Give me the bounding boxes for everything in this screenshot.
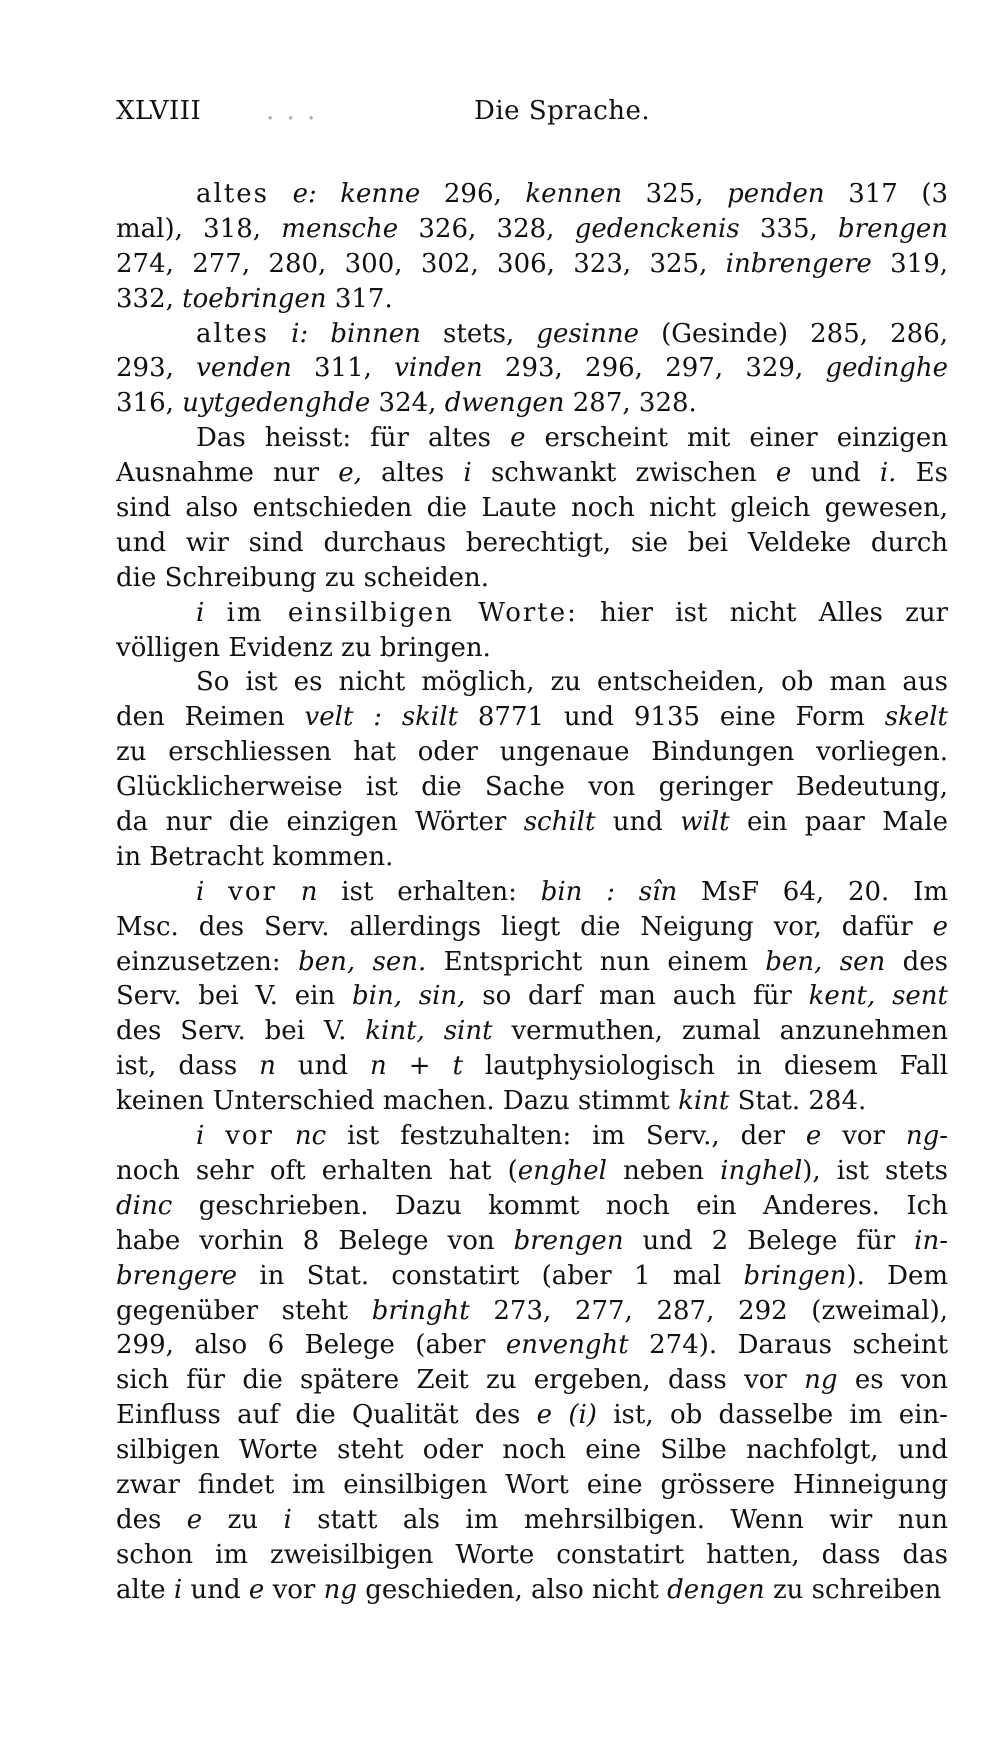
text-line [116,351,948,386]
text-line [116,631,948,666]
italic-word: uytgedenghde [182,388,371,419]
italic-word: skelt [884,702,948,733]
text-segment: 317. [326,283,393,314]
italic-word: ng [804,1365,838,1396]
italic-word: brengen [513,1225,624,1256]
text-line [116,1049,948,1084]
text-segment: 8771 und 9135 eine Form [458,702,885,733]
text-line [116,212,948,247]
spaced-word: im einsilbigen Worte: [226,597,578,628]
text-segment: Glücklicherweise ist die Sache von geringer Bedeutung, [116,772,948,803]
text-line [116,1294,948,1329]
text-segment: des [116,1504,187,1535]
text-segment: (Gesinde) 285, 286, [638,318,948,349]
text-segment: Es [896,458,948,489]
text-segment: erscheint mit einer einzigen [525,423,948,454]
italic-word: mensche [281,213,399,244]
header-dots: . . . [266,96,318,126]
text-segment: schon im zweisilbigen Worte constatirt hatten, dass das [116,1539,948,1570]
text-segment: 293, [116,353,197,384]
text-segment: So ist es nicht möglich, zu entscheiden, ob man aus [196,667,948,698]
text-segment: die Schreibung zu scheiden. [116,562,490,593]
text-segment: alte [116,1574,174,1605]
text-line [116,456,948,491]
text-line [116,596,948,631]
text-line [116,840,948,875]
text-segment [308,319,330,349]
text-segment: und wir sind durchaus berechtigt, sie bei Veldeke durch [116,527,948,558]
italic-word: dwengen [444,388,565,419]
text-line [116,1014,948,1049]
spaced-word: vor [228,876,277,907]
italic-word: gedenckenis [574,213,740,244]
italic-word: i [196,876,205,907]
text-segment: Entspricht nun einem [426,946,766,977]
text-segment: ist, dass [116,1051,260,1082]
text-segment: ). Dem [846,1260,948,1291]
italic-word: gesinne [536,318,639,349]
text-segment: sind also entschieden die Laute noch nicht gleich gewesen, [116,493,948,524]
text-line [116,805,948,840]
text-segment [204,598,226,628]
text-line [116,1398,948,1433]
text-segment: 326, 328, [398,213,575,244]
text-segment: 296, [420,179,526,209]
text-segment: keinen Unterschied machen. Dazu stimmt [116,1086,679,1117]
italic-word: gedinghe [825,353,948,384]
italic-word: n [259,1051,276,1082]
text-segment: Msc. des Serv. allerdings liegt die Neigung vor, dafür [116,911,933,942]
text-segment: ist, ob dasselbe im ein- [596,1400,948,1431]
italic-word: i [196,1121,205,1152]
italic-word: e [932,911,948,942]
text-line [116,1119,948,1154]
running-title: Die Sprache. [474,96,651,126]
italic-word: i. [879,458,897,489]
text-line [116,1468,948,1503]
italic-word: bin, sin, [351,981,466,1012]
text-segment: vor [264,1574,324,1605]
italic-word: e, [338,458,362,489]
text-segment: da nur die einzigen Wörter [116,807,524,838]
spaced-word: vor [225,1121,274,1152]
italic-word: bin : sîn [540,876,678,907]
text-segment: zwar findet im einsilbigen Wort eine grössere Hinneigung [116,1469,948,1500]
text-segment: es von [837,1365,948,1396]
italic-word: e [805,1121,822,1152]
italic-word: e [186,1504,203,1535]
italic-word: venden [196,353,292,384]
text-segment: MsF 64, 20. Im [677,876,948,907]
text-segment: sich für die spätere Zeit zu ergeben, dass vor [116,1365,805,1396]
text-line [116,910,948,945]
text-segment: vor [821,1121,906,1152]
italic-word: wilt [680,807,730,838]
text-segment: in Betracht kommen. [116,841,394,872]
text-line [116,735,948,770]
text-line [116,491,948,526]
text-segment: und 2 Belege für [623,1225,915,1256]
italic-word: inghel [720,1155,803,1186]
text-line [116,561,948,596]
text-segment: 274). Daraus scheint [628,1330,948,1361]
text-line [116,979,948,1014]
italic-word: n [300,876,318,907]
text-segment: einzusetzen: [116,946,299,977]
text-line [116,1328,948,1363]
text-line [116,875,948,910]
text-segment: Ausnahme nur [116,458,339,489]
text-line [116,665,948,700]
text-segment [277,877,301,907]
text-segment [204,877,228,907]
italic-word: kint, sint [365,1016,493,1047]
text-segment: habe vorhin 8 Belege von [116,1225,514,1256]
text-segment: zu [202,1504,284,1535]
text-segment: und [275,1051,370,1082]
text-segment [204,1121,225,1151]
text-segment: völligen Evidenz zu bringen. [116,632,491,663]
text-segment: 332, [116,283,183,314]
text-line [116,1538,948,1573]
text-segment: schwankt zwischen [471,458,776,489]
text-segment: statt als im mehrsilbigen. Wenn wir nun [291,1504,948,1535]
text-segment: Das heisst: für altes [196,423,511,454]
italic-word: bringen [743,1260,847,1291]
text-segment: noch sehr oft erhalten hat ( [116,1155,518,1186]
text-line [116,386,948,421]
italic-word: nc [294,1121,327,1152]
text-segment: zu erschliessen hat oder ungenaue Bindungen vorliegen. [116,737,948,768]
italic-word: enghel [517,1155,607,1186]
italic-word: i [196,597,205,628]
italic-word: dengen [667,1574,765,1605]
text-line [116,1259,948,1294]
italic-word: schilt [523,807,596,838]
italic-word: brengen [838,213,948,244]
text-line [116,700,948,735]
text-segment: Serv. bei V. ein [116,981,352,1012]
italic-word: kenne [340,179,421,209]
text-segment: hier ist nicht Alles zur [577,597,948,628]
italic-word: ng- [905,1121,948,1152]
text-line [116,1433,948,1468]
italic-word: in- [914,1225,948,1256]
text-line [116,945,948,980]
text-segment: so darf man auch für [465,981,809,1012]
page-number: XLVIII [116,96,202,126]
text-segment: 325, [622,179,728,209]
text-line [116,282,948,317]
text-segment: Einfluss auf die Qualität des [116,1400,537,1431]
text-segment: altes [361,458,464,489]
text-segment: gegenüber steht [116,1295,372,1326]
text-line [116,247,948,282]
text-segment: geschieden, also nicht [357,1574,668,1605]
italic-word: e: [292,179,317,209]
text-segment: 273, 277, 287, 292 (zweimal), [469,1295,948,1326]
text-line [116,1363,948,1398]
text-line [116,1189,948,1224]
italic-word: vinden [394,353,483,384]
text-segment: des [885,946,948,977]
italic-word: ng [323,1574,358,1605]
text-segment: des Serv. bei V. [116,1016,366,1047]
text-line [116,317,948,352]
text-segment: 317 (3 [824,179,948,209]
italic-word: velt : skilt [304,702,459,733]
text-line [116,1503,948,1538]
text-segment: 319, [871,248,948,279]
italic-word: i [463,458,472,489]
italic-word: e [510,423,526,454]
italic-word: ben, sen [765,946,886,977]
italic-word: envenght [505,1330,629,1361]
text-segment: 274, 277, 280, 300, 302, 306, 323, 325, [116,248,726,279]
italic-word: inbrengere [725,248,872,279]
text-segment: 299, also 6 Belege (aber [116,1330,506,1361]
text-segment: und [182,1574,249,1605]
italic-word: i: [291,318,309,349]
italic-word: toebringen [182,283,327,314]
text-segment: zu schreiben [764,1574,942,1605]
italic-word: e [775,458,792,489]
text-segment: mal), 318, [116,213,282,244]
italic-word: dinc [116,1190,173,1221]
text-line [116,1084,948,1119]
text-segment: 287, 328. [564,388,697,419]
text-segment: in Stat. constatirt (aber 1 mal [237,1260,744,1291]
text-segment: und [791,458,880,489]
text-segment: ist erhalten: [317,876,541,907]
italic-word: bringht [371,1295,470,1326]
italic-word: kint [678,1086,730,1117]
italic-word: i [283,1504,292,1535]
text-segment [269,319,291,349]
text-segment: stets, [420,318,537,349]
text-segment: ein paar Male [729,807,948,838]
text-segment: 316, [116,388,183,419]
text-segment [269,179,293,209]
text-segment: und [595,807,681,838]
italic-word: e [248,1574,265,1605]
italic-word: kent, sent [808,981,948,1012]
italic-word: penden [727,179,825,209]
body-text [116,177,948,1608]
page-header [116,96,948,136]
italic-word: kennen [525,179,623,209]
text-segment: vermuthen, zumal anzunehmen [492,1016,948,1047]
italic-word: e (i) [536,1400,597,1431]
italic-word: i [173,1574,183,1605]
text-line [116,421,948,456]
text-line [116,770,948,805]
text-segment [317,179,341,209]
text-segment: 335, [739,213,839,244]
italic-word: brengere [116,1260,238,1291]
italic-word: binnen [330,318,421,349]
spaced-word: altes [196,179,269,209]
text-segment: geschrieben. Dazu kommt noch ein Anderes. Ich [172,1190,948,1221]
text-segment: 324, [370,388,445,419]
text-segment: Stat. 284. [729,1086,867,1117]
text-segment: neben [606,1155,721,1186]
text-segment: ), ist stets [802,1155,948,1186]
italic-word: ben, sen. [298,946,427,977]
italic-word: n + t [370,1051,463,1082]
text-line [116,177,948,212]
text-segment [274,1121,295,1151]
text-line [116,1224,948,1259]
text-segment: 311, [291,353,395,384]
text-line [116,526,948,561]
text-segment: lautphysiologisch in diesem Fall [462,1051,948,1082]
text-line [116,1154,948,1189]
text-segment: den Reimen [116,702,305,733]
spaced-word: altes [196,318,269,349]
text-segment: 293, 296, 297, 329, [482,353,826,384]
text-segment: ist festzuhalten: im Serv., der [326,1121,806,1152]
text-segment: silbigen Worte steht oder noch eine Silbe nachfolgt, und [116,1435,948,1466]
text-line [116,1573,948,1608]
